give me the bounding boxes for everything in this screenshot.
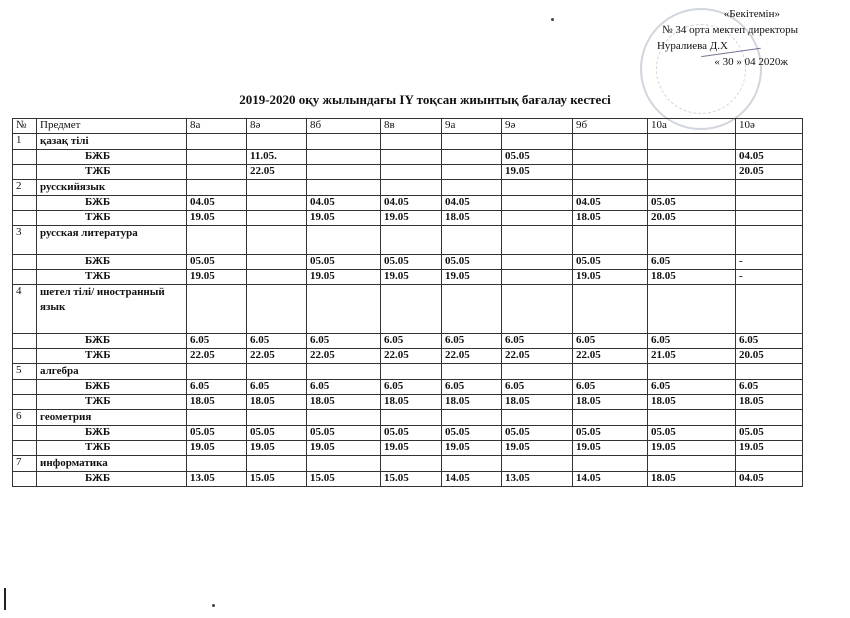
tzhb-row	[13, 395, 803, 410]
assessment-date	[247, 211, 307, 226]
assessment-date: 22.05	[187, 349, 247, 364]
empty-cell	[442, 134, 502, 150]
assessment-date	[307, 165, 381, 180]
assessment-date: 19.05	[307, 270, 381, 285]
assessment-date: 19.05	[502, 165, 573, 180]
assessment-date: 04.05	[442, 196, 502, 211]
scan-speck	[212, 604, 215, 607]
subject-name: қазақ тілі	[37, 134, 187, 150]
assessment-date: 13.05	[502, 472, 573, 487]
empty-cell	[247, 226, 307, 255]
assessment-date: 05.05	[442, 255, 502, 270]
assessment-date: 6.05	[442, 380, 502, 395]
assessment-date: 04.05	[736, 472, 803, 487]
subject-row	[13, 226, 803, 255]
assessment-date	[247, 196, 307, 211]
empty-cell	[187, 410, 247, 426]
tzhb-row	[13, 270, 803, 285]
empty-cell	[381, 180, 442, 196]
empty-cell	[307, 134, 381, 150]
empty-cell	[307, 456, 381, 472]
assessment-date: 6.05	[573, 334, 648, 349]
subject-row	[13, 364, 803, 380]
empty-cell	[307, 410, 381, 426]
assessment-date: 05.05	[187, 426, 247, 441]
assessment-date	[442, 165, 502, 180]
empty-cell	[187, 364, 247, 380]
bzhb-row	[13, 150, 803, 165]
column-header: 9б	[573, 119, 648, 134]
assessment-date: 22.05	[442, 349, 502, 364]
assessment-type-label: ТЖБ	[37, 165, 187, 180]
assessment-type-label: ТЖБ	[37, 211, 187, 226]
empty-cell	[307, 364, 381, 380]
subject-row	[13, 410, 803, 426]
assessment-date: 6.05	[502, 334, 573, 349]
assessment-date: 20.05	[648, 211, 736, 226]
assessment-date: 05.05	[381, 255, 442, 270]
assessment-date: 18.05	[442, 211, 502, 226]
assessment-date: 15.05	[247, 472, 307, 487]
assessment-date: 6.05	[648, 380, 736, 395]
assessment-date: 19.05	[307, 441, 381, 456]
assessment-date: 22.05	[247, 165, 307, 180]
empty-cell	[502, 410, 573, 426]
empty-cell	[187, 285, 247, 334]
assessment-date: 19.05	[442, 441, 502, 456]
assessment-date: 20.05	[736, 349, 803, 364]
column-header: 8в	[381, 119, 442, 134]
empty-cell	[13, 165, 37, 180]
assessment-date: 05.05	[442, 426, 502, 441]
assessment-type-label: БЖБ	[37, 150, 187, 165]
assessment-date	[736, 211, 803, 226]
empty-cell	[13, 270, 37, 285]
assessment-date: -	[736, 255, 803, 270]
assessment-date	[502, 255, 573, 270]
assessment-date: 6.05	[247, 334, 307, 349]
assessment-date: 19.05	[502, 441, 573, 456]
subject-row	[13, 456, 803, 472]
subject-name: информатика	[37, 456, 187, 472]
empty-cell	[247, 456, 307, 472]
empty-cell	[648, 180, 736, 196]
subject-number: 4	[13, 285, 37, 334]
assessment-date: 22.05	[247, 349, 307, 364]
assessment-type-label: БЖБ	[37, 334, 187, 349]
assessment-date: 04.05	[381, 196, 442, 211]
assessment-date: 19.05	[187, 270, 247, 285]
assessment-date: 05.05	[736, 426, 803, 441]
assessment-date: 14.05	[442, 472, 502, 487]
empty-cell	[13, 426, 37, 441]
subject-number: 5	[13, 364, 37, 380]
empty-cell	[381, 456, 442, 472]
bzhb-row	[13, 334, 803, 349]
column-header: 8ә	[247, 119, 307, 134]
empty-cell	[13, 472, 37, 487]
approval-heading: «Бекітемін»	[723, 8, 780, 20]
assessment-date: 19.05	[648, 441, 736, 456]
empty-cell	[502, 456, 573, 472]
empty-cell	[381, 134, 442, 150]
empty-cell	[381, 364, 442, 380]
empty-cell	[187, 456, 247, 472]
assessment-date	[573, 165, 648, 180]
assessment-date: 19.05	[187, 441, 247, 456]
assessment-type-label: БЖБ	[37, 426, 187, 441]
column-header: №	[13, 119, 37, 134]
empty-cell	[13, 211, 37, 226]
assessment-date: 04.05	[736, 150, 803, 165]
assessment-date: 19.05	[573, 441, 648, 456]
empty-cell	[502, 134, 573, 150]
empty-cell	[307, 180, 381, 196]
empty-cell	[247, 285, 307, 334]
empty-cell	[247, 364, 307, 380]
assessment-date	[187, 165, 247, 180]
empty-cell	[187, 226, 247, 255]
assessment-date: 18.05	[573, 395, 648, 410]
empty-cell	[648, 364, 736, 380]
assessment-date	[187, 150, 247, 165]
empty-cell	[442, 456, 502, 472]
assessment-date: 04.05	[187, 196, 247, 211]
assessment-date: 05.05	[307, 426, 381, 441]
assessment-date: 18.05	[307, 395, 381, 410]
tzhb-row	[13, 165, 803, 180]
empty-cell	[736, 180, 803, 196]
empty-cell	[502, 226, 573, 255]
empty-cell	[573, 456, 648, 472]
assessment-date: 15.05	[307, 472, 381, 487]
assessment-date: 6.05	[381, 334, 442, 349]
scan-edge-mark	[4, 588, 6, 610]
assessment-type-label: ТЖБ	[37, 349, 187, 364]
empty-cell	[442, 285, 502, 334]
assessment-date: 22.05	[502, 349, 573, 364]
assessment-date: 05.05	[648, 426, 736, 441]
subject-name: алгебра	[37, 364, 187, 380]
subject-name: русскийязык	[37, 180, 187, 196]
assessment-date: 21.05	[648, 349, 736, 364]
subject-name: геометрия	[37, 410, 187, 426]
approval-position: № 34 орта мектеп директоры	[662, 24, 798, 36]
assessment-date: 05.05	[573, 255, 648, 270]
assessment-date	[307, 150, 381, 165]
subject-row	[13, 285, 803, 334]
assessment-date: 6.05	[187, 380, 247, 395]
assessment-date	[381, 150, 442, 165]
assessment-date: 05.05	[187, 255, 247, 270]
assessment-date: 13.05	[187, 472, 247, 487]
assessment-date: 22.05	[573, 349, 648, 364]
bzhb-row	[13, 472, 803, 487]
empty-cell	[648, 410, 736, 426]
empty-cell	[502, 285, 573, 334]
assessment-date: 05.05	[648, 196, 736, 211]
empty-cell	[736, 134, 803, 150]
subject-number: 1	[13, 134, 37, 150]
empty-cell	[442, 180, 502, 196]
empty-cell	[736, 285, 803, 334]
assessment-date: 18.05	[381, 395, 442, 410]
assessment-date: 04.05	[307, 196, 381, 211]
assessment-date	[247, 255, 307, 270]
assessment-date: 6.05	[307, 380, 381, 395]
empty-cell	[648, 226, 736, 255]
subject-name: шетел тілі/ иностранный язык	[37, 285, 187, 334]
assessment-date: 05.05	[247, 426, 307, 441]
assessment-date: 22.05	[381, 349, 442, 364]
subject-row	[13, 180, 803, 196]
assessment-type-label: ТЖБ	[37, 270, 187, 285]
assessment-date: 6.05	[736, 334, 803, 349]
assessment-date: 18.05	[736, 395, 803, 410]
assessment-date: 18.05	[648, 395, 736, 410]
empty-cell	[442, 410, 502, 426]
assessment-date: 19.05	[381, 441, 442, 456]
assessment-date: 11.05.	[247, 150, 307, 165]
assessment-date	[502, 211, 573, 226]
bzhb-row	[13, 255, 803, 270]
empty-cell	[187, 134, 247, 150]
empty-cell	[573, 226, 648, 255]
assessment-date	[247, 270, 307, 285]
scan-speck	[551, 18, 554, 21]
column-header: 8а	[187, 119, 247, 134]
table-header-row	[13, 119, 803, 134]
empty-cell	[13, 349, 37, 364]
empty-cell	[187, 180, 247, 196]
approval-director-name: Нуралиева Д.Х	[656, 40, 728, 52]
empty-cell	[13, 255, 37, 270]
assessment-date: 6.05	[648, 334, 736, 349]
empty-cell	[13, 334, 37, 349]
assessment-date: 6.05	[381, 380, 442, 395]
assessment-date: 19.05	[247, 441, 307, 456]
assessment-date: 19.05	[442, 270, 502, 285]
assessment-type-label: БЖБ	[37, 255, 187, 270]
assessment-date: 6.05	[648, 255, 736, 270]
assessment-date	[736, 196, 803, 211]
empty-cell	[573, 180, 648, 196]
empty-cell	[442, 226, 502, 255]
document-title: 2019-2020 оқу жылындағы IY тоқсан жиынтық бағалау кестесі	[239, 92, 611, 107]
assessment-date: 04.05	[573, 196, 648, 211]
empty-cell	[573, 364, 648, 380]
assessment-type-label: ТЖБ	[37, 441, 187, 456]
assessment-date: 19.05	[187, 211, 247, 226]
assessment-date	[648, 150, 736, 165]
assessment-date: 19.05	[381, 211, 442, 226]
empty-cell	[502, 180, 573, 196]
subject-name: русская литература	[37, 226, 187, 255]
assessment-date: 05.05	[573, 426, 648, 441]
subject-number: 7	[13, 456, 37, 472]
assessment-date: 6.05	[573, 380, 648, 395]
bzhb-row	[13, 380, 803, 395]
assessment-date: 18.05	[573, 211, 648, 226]
assessment-date: 05.05	[381, 426, 442, 441]
empty-cell	[573, 410, 648, 426]
tzhb-row	[13, 441, 803, 456]
approval-date: « 30 » 04 2020ж	[714, 56, 788, 68]
assessment-date: 14.05	[573, 472, 648, 487]
empty-cell	[13, 395, 37, 410]
assessment-date: 6.05	[442, 334, 502, 349]
empty-cell	[13, 196, 37, 211]
assessment-schedule-table	[12, 118, 803, 487]
assessment-date: 05.05	[502, 150, 573, 165]
empty-cell	[381, 410, 442, 426]
assessment-date: 18.05	[442, 395, 502, 410]
assessment-date	[442, 150, 502, 165]
empty-cell	[736, 456, 803, 472]
subject-number: 6	[13, 410, 37, 426]
column-header: 10ә	[736, 119, 803, 134]
approval-block	[657, 6, 798, 70]
assessment-date: -	[736, 270, 803, 285]
column-header: 9а	[442, 119, 502, 134]
assessment-date: 18.05	[648, 270, 736, 285]
empty-cell	[381, 285, 442, 334]
assessment-date: 05.05	[307, 255, 381, 270]
empty-cell	[247, 410, 307, 426]
assessment-date: 22.05	[307, 349, 381, 364]
assessment-date: 6.05	[736, 380, 803, 395]
assessment-type-label: ТЖБ	[37, 395, 187, 410]
empty-cell	[736, 410, 803, 426]
column-header: Предмет	[37, 119, 187, 134]
empty-cell	[13, 150, 37, 165]
assessment-date: 18.05	[502, 395, 573, 410]
empty-cell	[502, 364, 573, 380]
assessment-date	[502, 196, 573, 211]
assessment-date: 15.05	[381, 472, 442, 487]
empty-cell	[307, 285, 381, 334]
assessment-date: 20.05	[736, 165, 803, 180]
assessment-date	[381, 165, 442, 180]
assessment-type-label: БЖБ	[37, 472, 187, 487]
assessment-date	[648, 165, 736, 180]
empty-cell	[573, 134, 648, 150]
column-header: 9ә	[502, 119, 573, 134]
empty-cell	[247, 134, 307, 150]
empty-cell	[648, 456, 736, 472]
bzhb-row	[13, 196, 803, 211]
assessment-date: 19.05	[381, 270, 442, 285]
empty-cell	[247, 180, 307, 196]
column-header: 8б	[307, 119, 381, 134]
empty-cell	[381, 226, 442, 255]
assessment-date: 6.05	[247, 380, 307, 395]
assessment-date: 19.05	[573, 270, 648, 285]
assessment-date: 6.05	[502, 380, 573, 395]
empty-cell	[442, 364, 502, 380]
assessment-date: 05.05	[502, 426, 573, 441]
tzhb-row	[13, 211, 803, 226]
empty-cell	[648, 285, 736, 334]
assessment-date: 19.05	[736, 441, 803, 456]
empty-cell	[736, 226, 803, 255]
subject-row	[13, 134, 803, 150]
empty-cell	[13, 380, 37, 395]
assessment-type-label: БЖБ	[37, 380, 187, 395]
subject-number: 3	[13, 226, 37, 255]
tzhb-row	[13, 349, 803, 364]
empty-cell	[573, 285, 648, 334]
column-header: 10а	[648, 119, 736, 134]
empty-cell	[648, 134, 736, 150]
empty-cell	[13, 441, 37, 456]
subject-number: 2	[13, 180, 37, 196]
assessment-type-label: БЖБ	[37, 196, 187, 211]
assessment-date	[573, 150, 648, 165]
assessment-date	[502, 270, 573, 285]
assessment-date: 6.05	[187, 334, 247, 349]
empty-cell	[736, 364, 803, 380]
bzhb-row	[13, 426, 803, 441]
empty-cell	[307, 226, 381, 255]
assessment-date: 6.05	[307, 334, 381, 349]
assessment-date: 19.05	[307, 211, 381, 226]
assessment-date: 18.05	[648, 472, 736, 487]
assessment-date: 18.05	[247, 395, 307, 410]
assessment-date: 18.05	[187, 395, 247, 410]
